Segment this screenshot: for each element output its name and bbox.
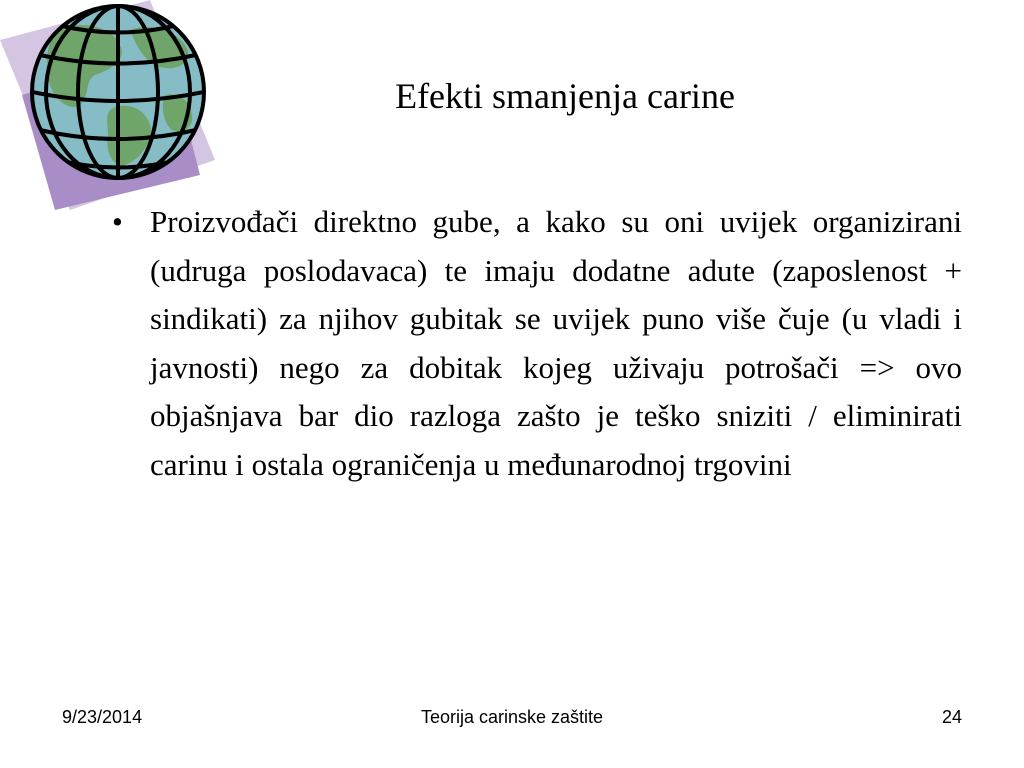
slide-title: Efekti smanjenja carine bbox=[395, 76, 735, 116]
footer-title: Teorija carinske zaštite bbox=[420, 707, 604, 727]
page-number: 24 bbox=[941, 707, 962, 727]
bullet-text: Proizvođači direktno gube, a kako su oni uvijek organizirani (udruga poslodavaca) te imaju dodatne adute (zaposlenost + sindikati) za njihov gubitak se uvijek puno više čuje (u vladi i javnosti) nego za dobitak kojeg uživaju potrošači => ovo objašnjava bar dio razloga zašto je teško sniziti / eliminirati carinu i ostala ograničenja u međunarodnoj trgovini bbox=[150, 204, 962, 482]
footer-date: 9/23/2014 bbox=[62, 707, 143, 727]
globe-icon bbox=[0, 0, 230, 215]
globe-logo bbox=[0, 0, 230, 215]
bullet-list bbox=[100, 198, 962, 489]
bullet-marker: • bbox=[112, 204, 123, 239]
bullet-item bbox=[100, 198, 962, 489]
